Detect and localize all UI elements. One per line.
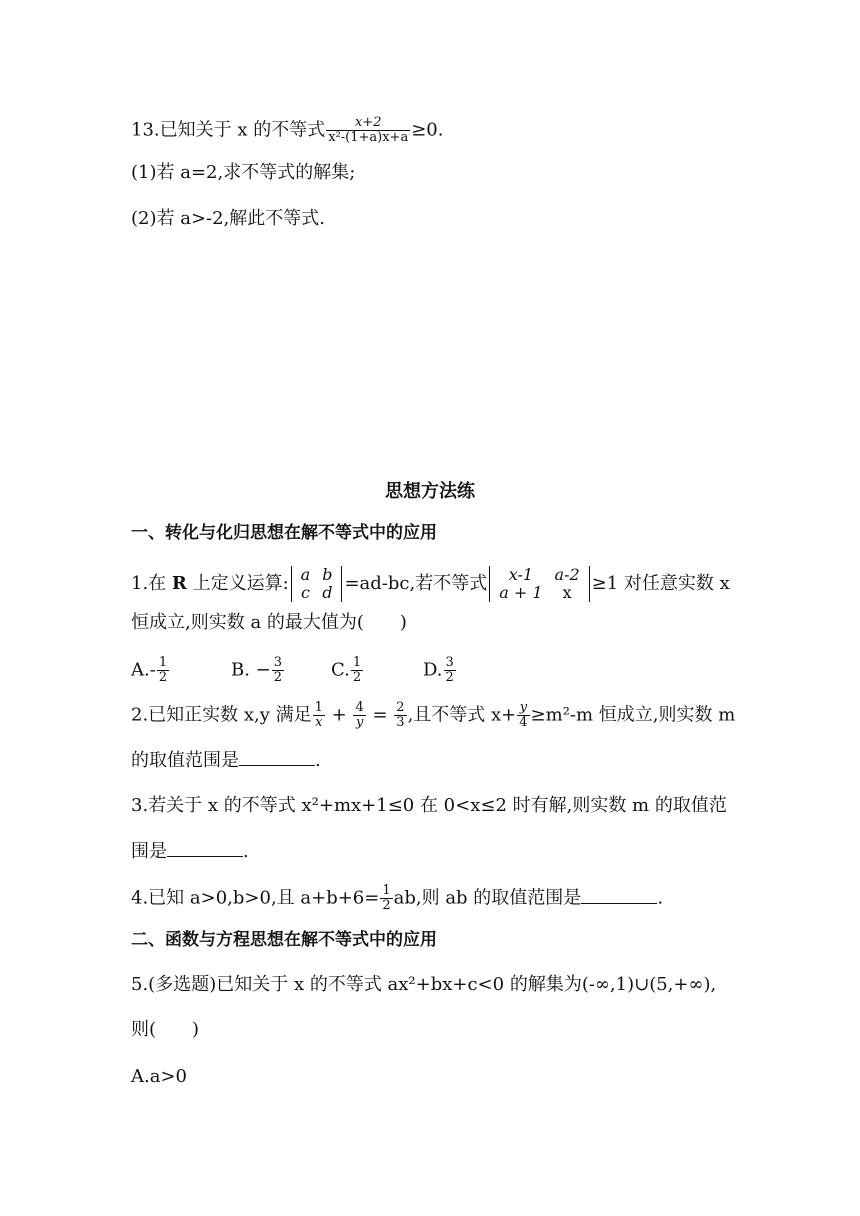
q4-line [131,884,663,913]
q2-plus: + [325,704,353,726]
q4-suffix: . [657,887,664,909]
heading-1: 一、转化与化归思想在解不等式中的应用 [131,523,437,543]
q1-option-a-den: 2 [158,670,168,685]
q3-line2-prefix: 围是 [131,841,167,862]
q2-answer-blank[interactable] [239,749,315,766]
q13-prefix: 13.已知关于 x 的不等式 [131,119,326,141]
q1-option-a-num: 1 [158,655,168,670]
q1-option-c-den: 2 [352,670,362,685]
q5-line2: 则( ) [131,1019,200,1040]
q1-line2: 恒成立,则实数 a 的最大值为( ) [131,612,407,633]
q4-frac-1-over-2 [380,884,392,913]
q1-line1 [131,566,730,602]
det1-c: c [300,583,310,602]
q3-answer-blank[interactable] [167,840,243,857]
det1-b: b [322,565,333,584]
q1-option-b [231,656,331,685]
q3-line2-suffix: . [243,841,249,862]
q3-line1: 3.若关于 x 的不等式 x²+mx+1≤0 在 0<x≤2 时有解,则实数 m 的取值范 [131,795,727,816]
section-title: 思想方法练 [385,481,475,502]
q1-real-set: R [171,573,187,594]
det2-a-plus-1: a + 1 [499,583,543,602]
q2-mid: ,且不等式 x+ [407,704,517,726]
q2-f1-den: x [315,715,323,730]
q13-line [131,116,443,145]
det2-x: x [562,583,572,602]
q1-option-b-label: B. − [231,659,271,681]
q1-definition: =ad-bc,若不等式 [344,573,488,594]
q2-line1 [131,701,735,730]
q2-frac-1-over-x [313,701,325,730]
q2-f2-num: 4 [355,700,364,715]
q1-determinant-definition [291,566,343,602]
q1-suffix: ≥1 对任意实数 x [591,573,730,594]
q4-f-num: 1 [382,883,391,898]
q5-multi-choice-tag: 多选题 [155,974,210,995]
det2-a-minus-2: a-2 [554,565,580,584]
q2-prefix: 2.已知正实数 x,y 满足 [131,704,312,726]
q1-option-d-num: 3 [445,655,454,670]
q5-line1-text: )已知关于 x 的不等式 ax²+bx+c<0 的解集为(-∞,1)∪(5,+∞), [209,974,717,995]
q1-option-a [131,656,231,685]
q1-option-d-fraction [444,656,456,685]
q2-f2-den: y [355,715,364,730]
q1-mid: 上定义运算: [186,573,289,594]
heading-2: 二、函数与方程思想在解不等式中的应用 [131,930,437,950]
q4-f-den: 2 [382,898,391,913]
q1-option-a-label: A.- [131,659,156,681]
q2-equals: = [366,704,394,726]
det1-a: a [300,565,311,584]
q1-option-d [423,656,523,685]
q13-part2: (2)若 a>-2,解此不等式. [131,208,326,229]
q13-part1: (1)若 a=2,求不等式的解集; [131,162,356,183]
q2-frac-2-over-3 [394,701,406,730]
q1-determinant-inequality [489,566,589,602]
q2-f3-den: 3 [396,715,405,730]
q5-option-a: A.a>0 [131,1066,187,1087]
q1-option-c [331,656,423,685]
q4-prefix: 4.已知 a>0,b>0,且 a+b+6= [131,887,380,909]
q2-line2 [131,749,321,772]
q1-option-d-label: D. [423,659,443,681]
q2-f4-num: y [517,701,529,716]
q1-option-b-num: 3 [273,655,283,670]
q5-line1 [131,974,716,996]
q1-option-c-label: C. [331,659,350,681]
q2-frac-4-over-y [353,701,365,730]
q2-frac-y-over-4 [517,701,529,730]
det2-x-minus-1: x-1 [508,565,534,584]
q2-suffix: ≥m²-m 恒成立,则实数 m [530,704,736,726]
q13-suffix: ≥0. [411,119,444,141]
q2-line2-suffix: . [315,750,321,771]
q5-prefix: 5.( [131,974,156,995]
q13-fraction-denominator: x²-(1+a)x+a [328,130,409,145]
q1-option-d-den: 2 [445,670,454,685]
q1-prefix: 1.在 [131,573,172,594]
q1-options [131,656,523,685]
q1-option-b-fraction [272,656,284,685]
q4-mid: ab,则 ab 的取值范围是 [393,887,582,909]
q4-answer-blank[interactable] [581,887,657,904]
q2-f1-num: 1 [314,700,323,715]
det1-d: d [322,583,333,602]
q1-option-c-fraction [351,656,363,685]
q2-line2-prefix: 的取值范围是 [131,750,239,771]
q13-fraction-numerator: x+2 [326,116,410,131]
q1-option-a-fraction [157,656,169,685]
q1-option-b-den: 2 [273,670,283,685]
q13-fraction [326,116,410,145]
q2-f4-den: 4 [519,715,528,730]
q3-line2 [131,840,249,863]
q1-option-c-num: 1 [352,655,362,670]
q2-f3-num: 2 [396,700,405,715]
